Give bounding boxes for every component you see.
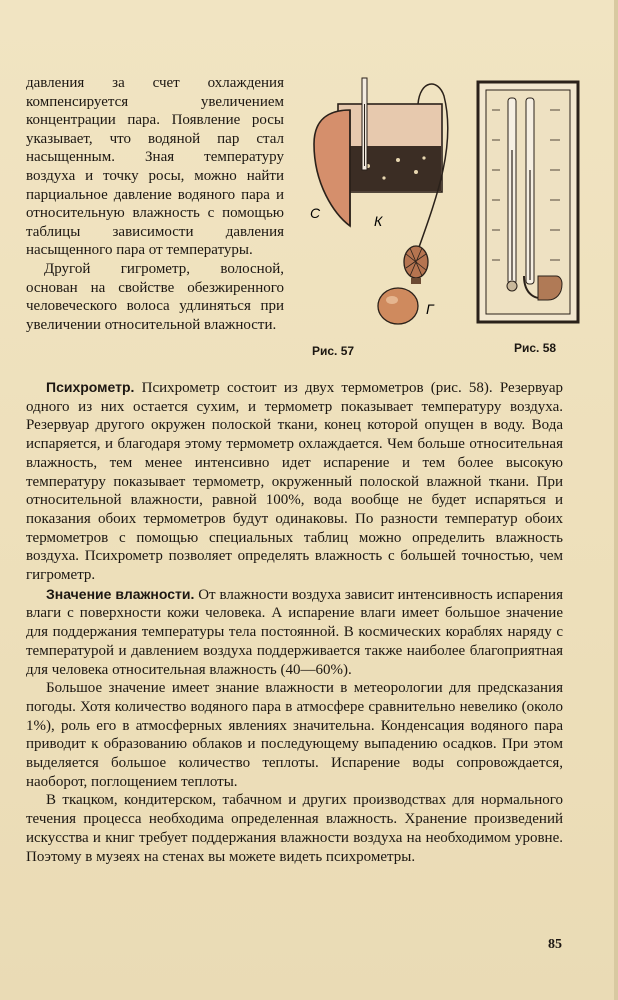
caption-figure-58: Рис. 58 xyxy=(514,341,557,355)
main-text xyxy=(26,378,563,866)
chamber-liquid xyxy=(339,146,441,191)
paragraph-dew-point: давления за счет охлаждения компенсируется увеличением концентрации пара. Появление росы указывает, что водяной пар стал насыщенным. Зная температуру воздуха и точку росы, можно найти парциальное давление водяного пара и относительную влажность с помощью таблицы зависимости давления насыщенного пара от температуры. xyxy=(26,75,284,259)
scan-edge xyxy=(614,0,618,1000)
heading-significance: Значение влажности. xyxy=(46,585,195,602)
label-c: С xyxy=(310,205,321,221)
paragraph-meteorology: Большое значение имеет знание влажности в метеорологии для предсказания погоды. Хотя количество водяного пара в атмосфере сравнительно невелико (около 1%), роль его в атмосферных явлениях значительна. Конденсация водяного пара приводит к образованию облаков и последующему выпадению осадков. При этом выделяется большое количество теплоты. Испарение воды сопровождается, наоборот, поглощением теплоты. xyxy=(26,680,563,790)
paragraph-industry: В ткацком, кондитерском, табачном и других производствах для нормального течения процесса необходима определенная влажность. Хранение произведений искусства и книг требует поддержания влажности воздуха на необходимом уровне. Поэтому в музеях на стенах вы можете видеть психрометры. xyxy=(26,792,563,865)
label-k: К xyxy=(374,213,383,229)
page-number: 85 xyxy=(548,937,562,952)
paragraph-significance xyxy=(26,585,563,680)
figure-58-psychrometer xyxy=(476,80,580,340)
left-text-column xyxy=(26,74,284,334)
figure-57-hygrometer xyxy=(298,74,466,364)
label-g: Г xyxy=(426,301,434,317)
psychrometer-text: Психрометр состоит из двух термометров (рис. 58). Резервуар одного из них остается сухим, и термометр показывает температуру воздуха. Резервуар другого окружен полоской ткани, конец которой опущен в воду. Вода испаряется, и благодаря этому термометр охлаждается. Чем больше относительная влажность, тем менее интенсивно идет испарение и тем более высокую температуру показывает термометр, окруженный полоской влажной ткани. При относительной влажности, равной 100%, вода вообще не будет испаряться и показания обоих термометров будут одинаковы. По разности температур обоих термометров с помощью специальных таблиц можно определить влажность воздуха. Психрометр позволяет определять влажность с большей точностью, чем гигрометр. xyxy=(26,380,563,584)
rubber-bulb xyxy=(378,288,418,324)
paragraph-psychrometer xyxy=(26,378,563,585)
significance-text: От влажности воздуха зависит интенсивность испарения влаги с поверхности кожи человека. А испарение влаги имеет большое значение для поддержания температуры тела постоянной. В космических кораблях наряду с температурой и давлением воздуха поддерживается также наиболее благоприятная для человека относительная влажность (40—60%). xyxy=(26,586,563,678)
caption-figure-57: Рис. 57 xyxy=(312,344,355,358)
heading-psychrometer: Психрометр. xyxy=(46,379,135,395)
paragraph-hair-hygrometer: Другой гигрометр, волосной, основан на свойстве обезжиренного человеческого волоса удлиняться при увеличении относительной влажности. xyxy=(26,260,284,333)
